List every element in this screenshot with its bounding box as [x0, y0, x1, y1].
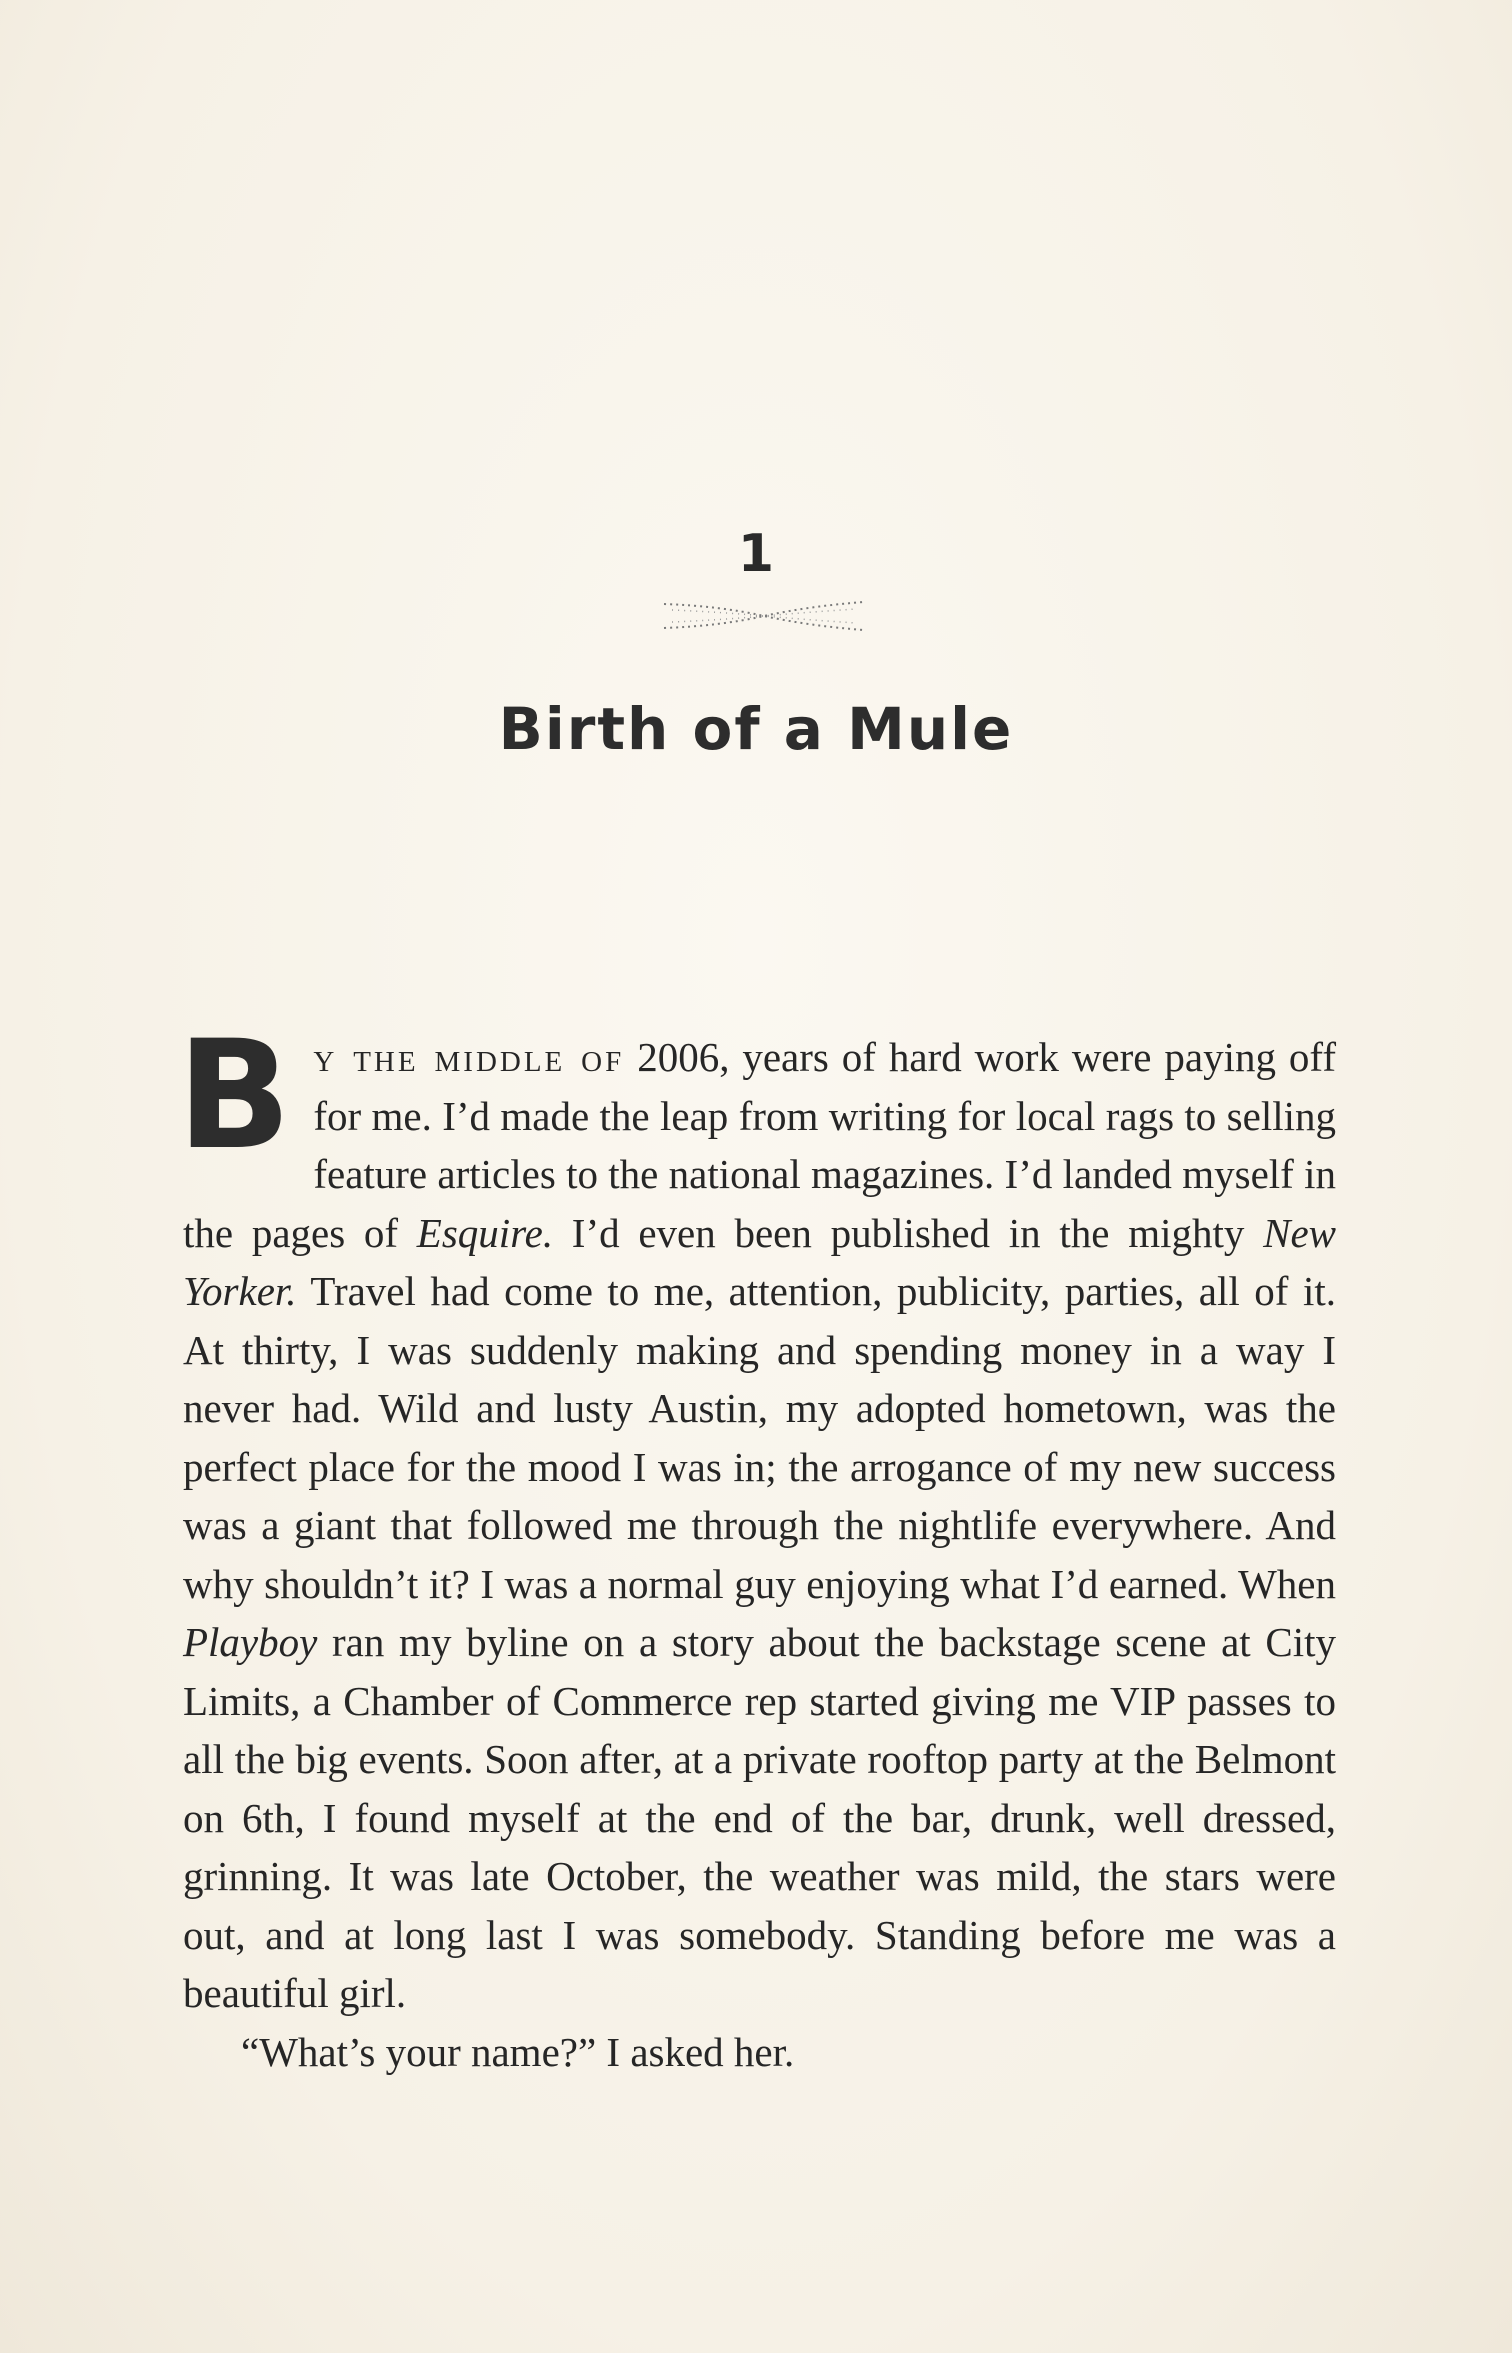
paragraph-1-text: Travel had come to me, attention, publicity, parties, all of it. At thirty, I was suddenly making and spending money in a way I never had. Wild and lusty Austin, my adopted hometown, was the perfect place for the mood I was in; the arrogance of my new success was a giant that followed me through the nightlife everywhere. And why shouldn’t it? I was a normal guy enjoying what I’d earned. When	[183, 1268, 1336, 1607]
drop-cap: B	[177, 1009, 292, 1183]
chapter-ornament	[660, 596, 868, 636]
paragraph-1-text: 2006, years of hard work were paying off for me. I’d made the leap from writing for local rags to selling feature articles to the national magazines. I’d landed myself in the pages of	[183, 1034, 1336, 1256]
paragraph-1	[177, 1009, 1337, 2023]
italic-playboy: Playboy	[183, 1619, 318, 1665]
italic-new-yorker: New Yorker.	[183, 1209, 1337, 1314]
lead-in-small-caps: y the middle of	[313, 1034, 625, 1080]
italic-esquire: Esquire.	[416, 1209, 554, 1256]
chapter-body	[177, 1009, 1337, 2081]
paragraph-1-text: ran my byline on a story about the backstage scene at City Limits, a Chamber of Commerce rep started giving me VIP passes to all the big events. Soon after, at a private rooftop party at the Belmont on 6th, I found myself at the end of the bar, drunk, well dressed, grinning. It was late October, the weather was mild, the stars were out, and at long last I was somebody. Standing before me was a beautiful girl.	[183, 1619, 1336, 2016]
chapter-number: 1	[737, 524, 775, 584]
paragraph-2: “What’s your name?” I asked her.	[241, 2028, 795, 2075]
paragraph-1-text: I’d even been published in the mighty	[553, 1209, 1264, 1256]
chapter-title: Birth of a Mule	[498, 695, 1014, 763]
